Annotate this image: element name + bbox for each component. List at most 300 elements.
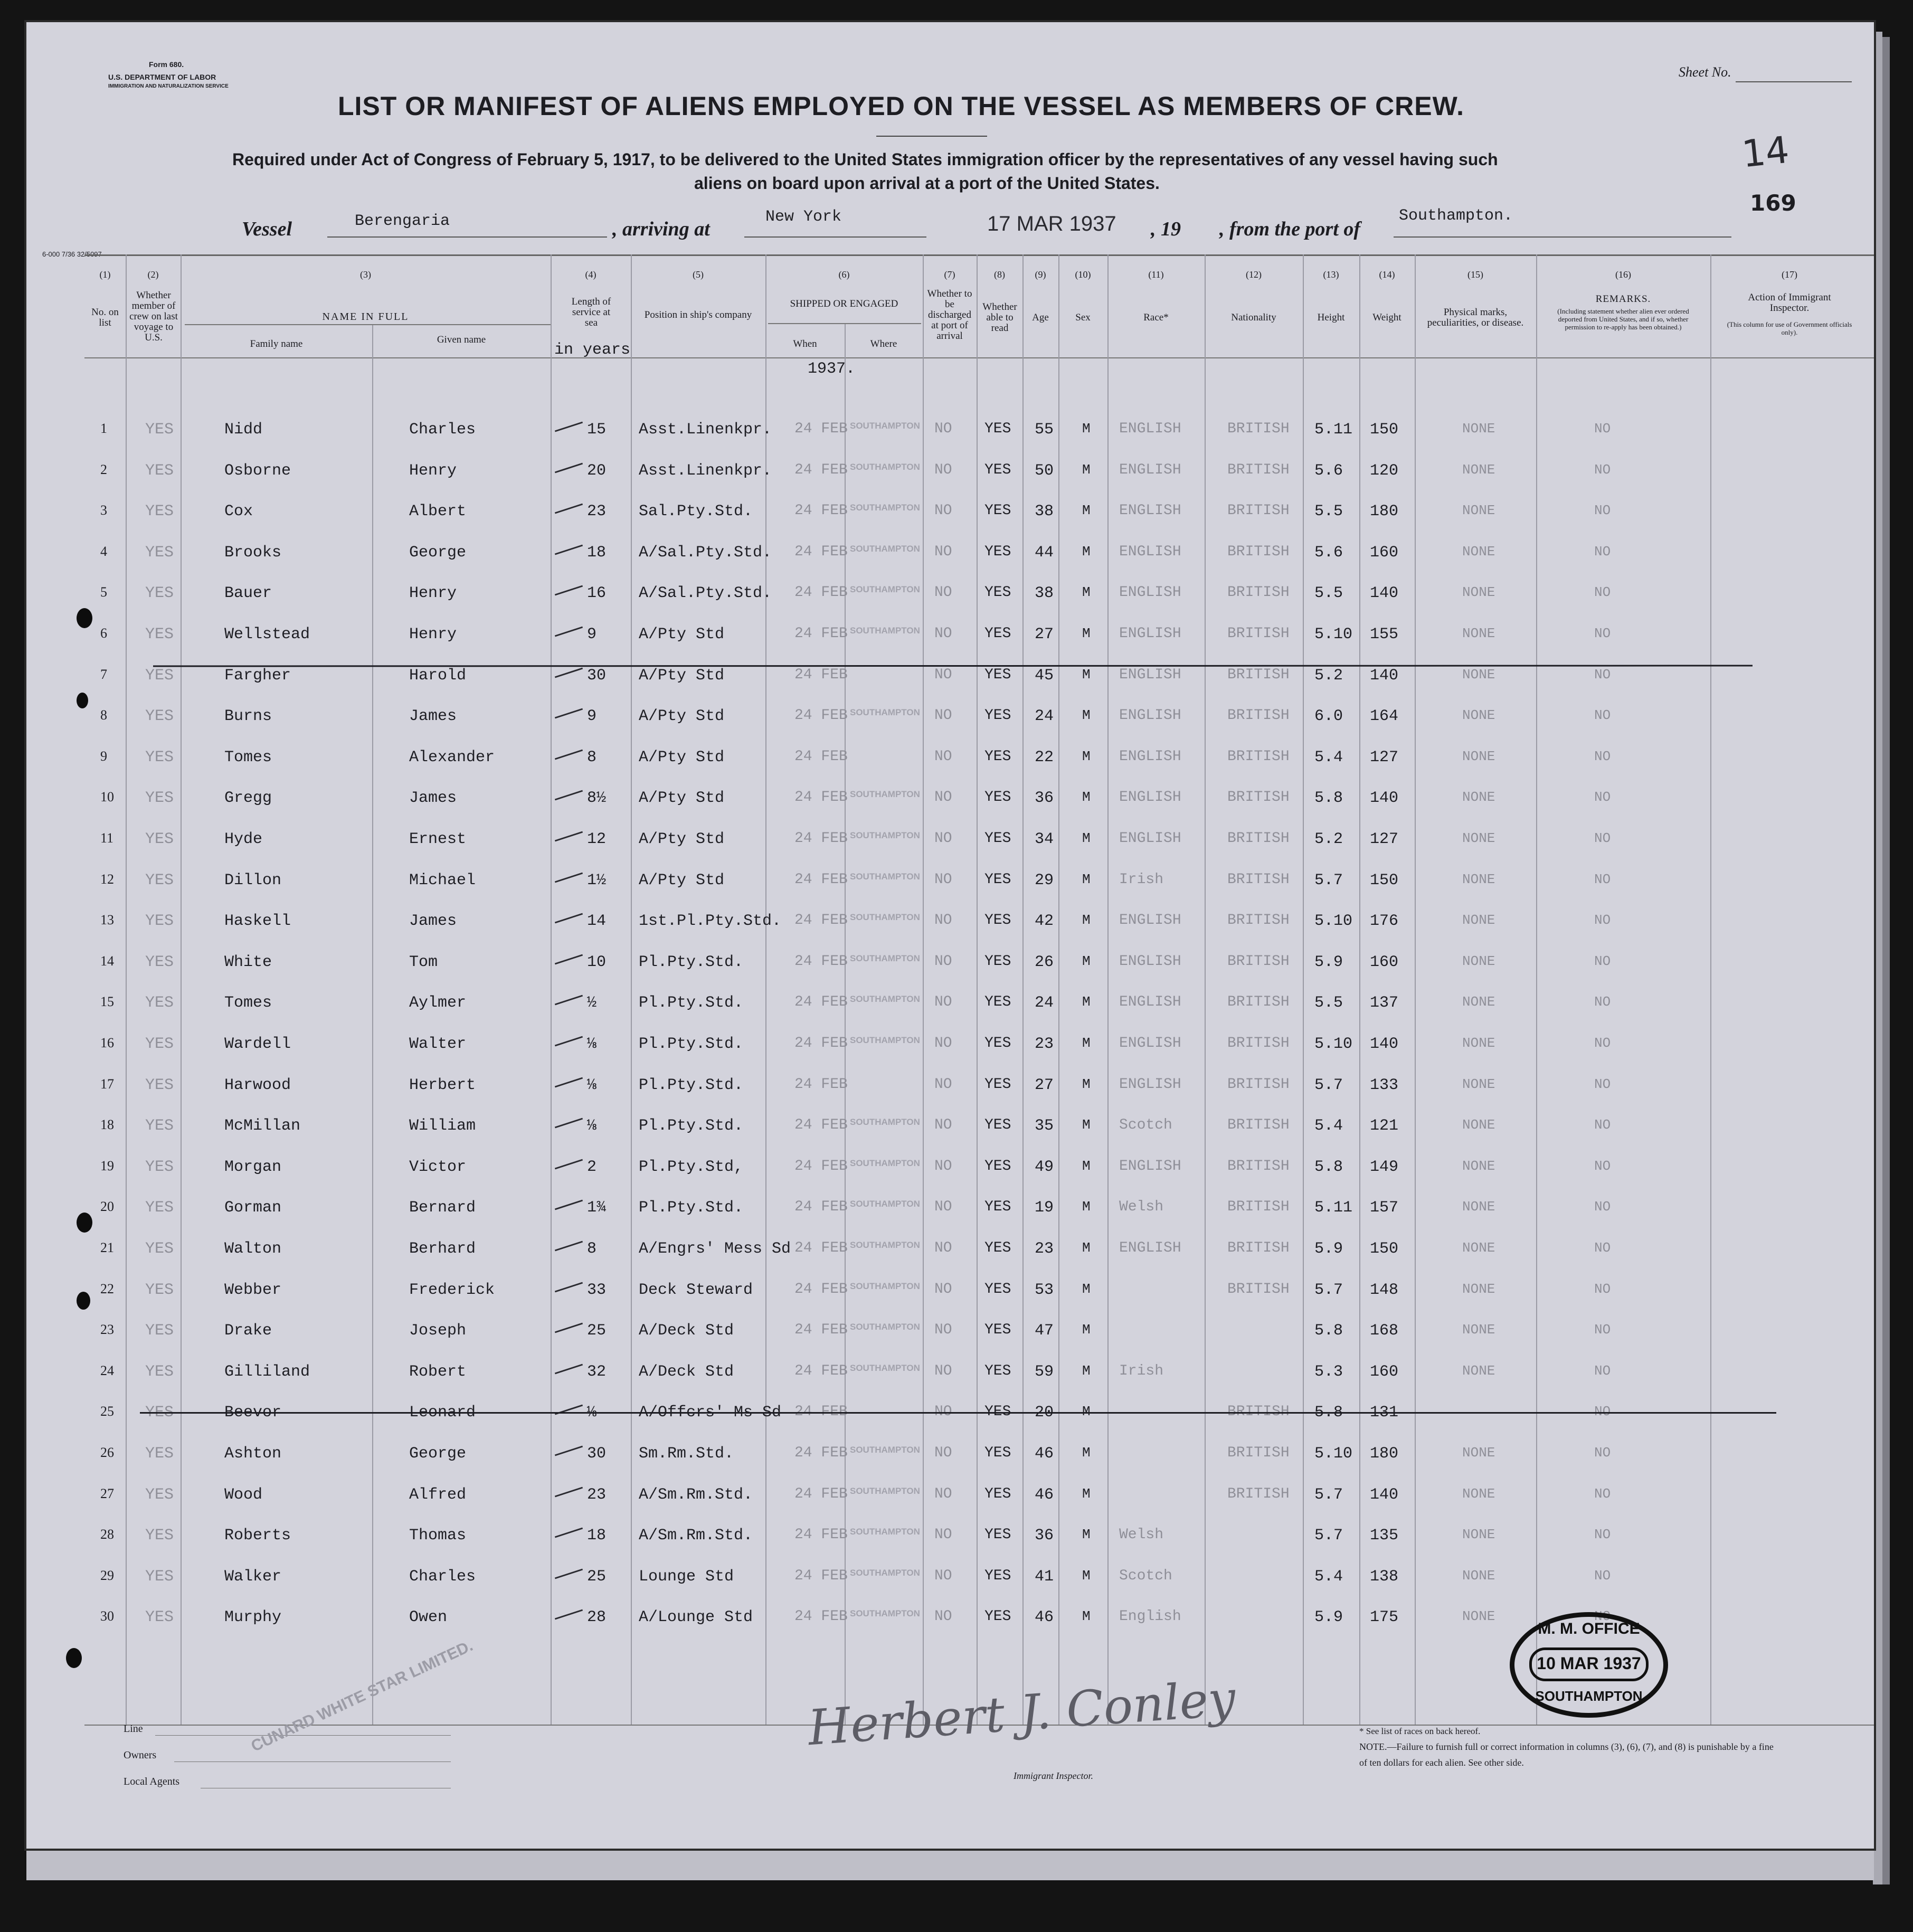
office-stamp [1510, 1612, 1668, 1718]
cell-discharged: NO [934, 1199, 952, 1216]
cell-service: 25 [587, 1322, 607, 1340]
cell-read: YES [984, 626, 1011, 642]
cell-family: McMillan [224, 1117, 301, 1135]
col-1-label: No. on list [91, 307, 119, 328]
cell-no: 1 [100, 421, 107, 436]
cell-weight: 140 [1370, 666, 1399, 685]
cell-family: Tomes [224, 994, 272, 1012]
table-row [26, 907, 1874, 948]
check-mark [555, 1568, 583, 1579]
cell-nationality: BRITISH [1227, 1199, 1290, 1216]
office-stamp-bottom: SOUTHAMPTON [1535, 1688, 1643, 1704]
cell-service: 8 [587, 748, 597, 766]
cell-no: 5 [100, 584, 107, 600]
cell-prior: YES [145, 1158, 174, 1176]
cell-discharged: NO [934, 543, 952, 560]
cell-prior: YES [145, 1485, 174, 1504]
cell-remarks: NO [1594, 871, 1611, 887]
cell-discharged: NO [934, 584, 952, 601]
cell-prior: YES [145, 1035, 174, 1053]
cell-when: 24 FEB [794, 543, 848, 560]
cell-position: Pl.Pty.Std. [639, 994, 744, 1012]
cell-height: 5.9 [1314, 1608, 1343, 1627]
cell-remarks: NO [1594, 421, 1611, 437]
cell-position: Pl.Pty.Std. [639, 1199, 744, 1217]
cell-race: ENGLISH [1119, 584, 1181, 601]
cell-age: 34 [1035, 830, 1054, 848]
cell-height: 5.5 [1314, 584, 1343, 603]
cell-marks: NONE [1462, 1608, 1495, 1625]
cell-family: Fargher [224, 666, 291, 685]
cell-read: YES [984, 1404, 1011, 1420]
punch-hole [77, 1213, 92, 1233]
cell-marks: NONE [1462, 953, 1495, 969]
check-mark [555, 667, 583, 678]
cell-age: 27 [1035, 626, 1054, 643]
office-stamp-date: 10 MAR 1937 [1537, 1654, 1641, 1673]
col-11-label: Race* [1143, 312, 1169, 323]
cell-age: 22 [1035, 748, 1054, 766]
cell-discharged: NO [934, 1362, 952, 1379]
cell-marks: NONE [1462, 1158, 1495, 1174]
cell-no: 3 [100, 503, 107, 518]
cell-remarks: NO [1594, 1199, 1611, 1215]
check-mark [555, 1200, 583, 1210]
cell-service: 23 [587, 1485, 607, 1504]
owners-underline [174, 1761, 451, 1762]
table-row [26, 1153, 1874, 1194]
cell-sex: M [1082, 1445, 1091, 1461]
cell-read: YES [984, 1076, 1011, 1093]
cell-discharged: NO [934, 1485, 952, 1502]
cell-age: 50 [1035, 461, 1054, 480]
cell-age: 53 [1035, 1281, 1054, 1299]
cell-no: 30 [100, 1608, 114, 1624]
cell-marks: NONE [1462, 1281, 1495, 1297]
cell-marks: NONE [1462, 1076, 1495, 1092]
cell-read: YES [984, 789, 1011, 806]
cell-height: 5.5 [1314, 503, 1343, 521]
cell-when: 24 FEB [794, 626, 848, 642]
cell-marks: NONE [1462, 1322, 1495, 1338]
cell-sex: M [1082, 1322, 1091, 1338]
cell-height: 5.6 [1314, 461, 1343, 480]
cell-family: Bauer [224, 584, 272, 603]
table-row [26, 1112, 1874, 1152]
table-row [26, 1439, 1874, 1480]
shipped-year: 1937. [808, 360, 856, 378]
col-9-num: (9) [1035, 269, 1046, 280]
cell-weight: 155 [1370, 626, 1399, 643]
cell-discharged: NO [934, 1240, 952, 1256]
cell-where: SOUTHAMPTON [850, 1485, 920, 1496]
cell-where: SOUTHAMPTON [850, 1608, 920, 1619]
vessel-name: Berengaria [355, 212, 450, 230]
cell-nationality: BRITISH [1227, 626, 1290, 642]
when-header: When [793, 338, 817, 349]
col-3-label: NAME IN FULL [322, 311, 409, 323]
cell-prior: YES [145, 748, 174, 766]
cell-remarks: NO [1594, 912, 1611, 929]
cell-weight: 138 [1370, 1567, 1399, 1586]
cell-marks: NONE [1462, 503, 1495, 519]
cell-given: Albert [409, 503, 467, 521]
cell-age: 59 [1035, 1362, 1054, 1381]
cell-race: ENGLISH [1119, 461, 1181, 478]
cell-where: SOUTHAMPTON [850, 421, 920, 431]
cell-position: A/Offcrs' Ms Sd [639, 1404, 782, 1422]
cell-weight: 160 [1370, 953, 1399, 971]
cell-given: Charles [409, 421, 476, 439]
cell-height: 5.10 [1314, 626, 1353, 643]
table-row [26, 784, 1874, 825]
cell-discharged: NO [934, 1158, 952, 1175]
check-mark [555, 1077, 583, 1087]
cell-remarks: NO [1594, 1240, 1611, 1256]
col-15-num: (15) [1467, 269, 1483, 280]
cell-sex: M [1082, 1240, 1091, 1256]
cell-sex: M [1082, 1035, 1091, 1051]
cell-race: English [1119, 1608, 1181, 1625]
cell-where: SOUTHAMPTON [850, 543, 920, 554]
cell-family: Webber [224, 1281, 282, 1299]
cell-marks: NONE [1462, 584, 1495, 601]
cell-position: A/Sm.Rm.Std. [639, 1527, 753, 1545]
cell-race: ENGLISH [1119, 953, 1181, 970]
cell-given: Harold [409, 666, 467, 685]
cell-given: Leonard [409, 1404, 476, 1422]
cell-weight: 133 [1370, 1076, 1399, 1094]
cell-prior: YES [145, 543, 174, 562]
cell-marks: NONE [1462, 666, 1495, 683]
shipped-subheader-rule [768, 323, 921, 324]
cell-remarks: NO [1594, 1527, 1611, 1543]
cell-weight: 150 [1370, 1240, 1399, 1258]
cell-race: ENGLISH [1119, 1076, 1181, 1093]
cell-remarks: NO [1594, 543, 1611, 560]
arriving-port: New York [765, 208, 842, 226]
cell-family: Gregg [224, 789, 272, 808]
cell-discharged: NO [934, 912, 952, 929]
cell-prior: YES [145, 912, 174, 931]
cell-position: Pl.Pty.Std. [639, 953, 744, 971]
cell-discharged: NO [934, 626, 952, 642]
cell-sex: M [1082, 1404, 1091, 1420]
cell-height: 5.6 [1314, 543, 1343, 562]
service: IMMIGRATION AND NATURALIZATION SERVICE [108, 83, 229, 89]
cell-height: 5.10 [1314, 1035, 1353, 1053]
cell-prior: YES [145, 789, 174, 808]
cell-read: YES [984, 1362, 1011, 1379]
cell-sex: M [1082, 1362, 1091, 1379]
cell-read: YES [984, 1608, 1011, 1625]
cell-prior: YES [145, 994, 174, 1012]
cell-marks: NONE [1462, 1199, 1495, 1215]
table-row [26, 1562, 1874, 1603]
cell-when: 24 FEB [794, 421, 848, 437]
cell-when: 24 FEB [794, 584, 848, 601]
cell-no: 12 [100, 871, 114, 887]
cell-no: 26 [100, 1445, 114, 1460]
cell-prior: YES [145, 1322, 174, 1340]
table-row [26, 1317, 1874, 1357]
cell-age: 36 [1035, 1527, 1054, 1545]
cell-when: 24 FEB [794, 1035, 848, 1052]
cell-age: 26 [1035, 953, 1054, 971]
cell-marks: NONE [1462, 421, 1495, 437]
from-port-label: , from the port of [1219, 218, 1361, 240]
fine-note: NOTE.—Failure to furnish full or correct information in columns (3), (6), (7), and (8) is punishable by a fine of ten dollars for each alien. See other side. [1359, 1741, 1774, 1768]
cell-prior: YES [145, 503, 174, 521]
check-mark [555, 1282, 583, 1292]
cell-sex: M [1082, 584, 1091, 601]
cell-when: 24 FEB [794, 871, 848, 888]
cell-position: A/Pty Std [639, 871, 725, 889]
cell-when: 24 FEB [794, 1608, 848, 1625]
cell-prior: YES [145, 1240, 174, 1258]
cell-remarks: NO [1594, 1567, 1611, 1584]
cell-race: ENGLISH [1119, 994, 1181, 1011]
cell-marks: NONE [1462, 1527, 1495, 1543]
cell-height: 5.11 [1314, 1199, 1353, 1217]
cell-family: Beevor [224, 1404, 282, 1422]
cell-family: Murphy [224, 1608, 282, 1627]
cell-service: ⅛ [587, 1404, 597, 1422]
cell-where: SOUTHAMPTON [850, 912, 920, 923]
cell-height: 5.7 [1314, 1076, 1343, 1094]
cell-no: 28 [100, 1527, 114, 1542]
cell-marks: NONE [1462, 543, 1495, 560]
cell-race: Scotch [1119, 1117, 1172, 1134]
cell-height: 5.7 [1314, 1281, 1343, 1299]
table-row [26, 497, 1874, 538]
cell-read: YES [984, 1240, 1011, 1256]
in-years-header: in years [554, 341, 631, 359]
cell-given: Aylmer [409, 994, 467, 1012]
cell-no: 9 [100, 748, 107, 764]
cell-sex: M [1082, 666, 1091, 683]
cell-marks: NONE [1462, 1117, 1495, 1133]
cell-height: 5.10 [1314, 912, 1353, 931]
check-mark [555, 544, 583, 555]
table-header-border [84, 357, 1874, 358]
cell-no: 19 [100, 1158, 114, 1173]
cell-position: A/Deck Std [639, 1362, 734, 1381]
vessel-label: Vessel [242, 218, 292, 240]
cell-marks: NONE [1462, 830, 1495, 846]
cell-no: 6 [100, 626, 107, 641]
cell-service: ½ [587, 994, 597, 1012]
cell-read: YES [984, 871, 1011, 888]
cell-nationality: BRITISH [1227, 1404, 1290, 1420]
cell-age: 19 [1035, 1199, 1054, 1217]
cell-discharged: NO [934, 871, 952, 888]
cell-given: Victor [409, 1158, 467, 1176]
cell-prior: YES [145, 1527, 174, 1545]
check-mark [555, 913, 583, 924]
cell-when: 24 FEB [794, 748, 848, 765]
check-mark [555, 627, 583, 637]
cell-age: 55 [1035, 421, 1054, 439]
cell-discharged: NO [934, 1527, 952, 1543]
cell-marks: NONE [1462, 748, 1495, 764]
owners-label: Owners [124, 1749, 157, 1761]
from-port: Southampton. [1399, 207, 1513, 225]
cell-when: 24 FEB [794, 1076, 848, 1093]
cell-nationality: BRITISH [1227, 1445, 1290, 1461]
cell-prior: YES [145, 1567, 174, 1586]
cell-where: SOUTHAMPTON [850, 1199, 920, 1209]
cell-nationality: BRITISH [1227, 461, 1290, 478]
cell-height: 5.3 [1314, 1362, 1343, 1381]
cell-position: A/Sm.Rm.Std. [639, 1485, 753, 1504]
cell-read: YES [984, 1445, 1011, 1461]
cell-given: Alexander [409, 748, 495, 766]
cell-prior: YES [145, 1281, 174, 1299]
punch-hole [66, 1648, 82, 1668]
cell-race: ENGLISH [1119, 789, 1181, 806]
cell-given: James [409, 912, 457, 931]
cell-discharged: NO [934, 707, 952, 724]
cell-age: 46 [1035, 1485, 1054, 1504]
cell-family: Haskell [224, 912, 291, 931]
cell-remarks: NO [1594, 1035, 1611, 1051]
cell-position: Pl.Pty.Std. [639, 1117, 744, 1135]
punch-hole [77, 608, 92, 628]
cell-position: A/Sal.Pty.Std. [639, 543, 772, 562]
cell-position: A/Pty Std [639, 666, 725, 685]
cell-read: YES [984, 1117, 1011, 1134]
cell-height: 5.4 [1314, 1567, 1343, 1586]
cell-discharged: NO [934, 953, 952, 970]
cell-height: 5.2 [1314, 830, 1343, 848]
col-4-num: (4) [585, 269, 596, 280]
cell-family: White [224, 953, 272, 971]
col-6-num: (6) [838, 269, 850, 280]
cell-service: ⅛ [587, 1117, 597, 1135]
cell-remarks: NO [1594, 1158, 1611, 1174]
cell-nationality: BRITISH [1227, 994, 1290, 1011]
cell-sex: M [1082, 912, 1091, 929]
cell-no: 13 [100, 912, 114, 928]
cell-remarks: NO [1594, 666, 1611, 683]
cell-given: George [409, 543, 467, 562]
cell-prior: YES [145, 1404, 174, 1422]
cell-sex: M [1082, 626, 1091, 641]
cell-where: SOUTHAMPTON [850, 1035, 920, 1045]
cell-sex: M [1082, 871, 1091, 887]
cell-service: 32 [587, 1362, 607, 1381]
cell-position: Lounge Std [639, 1567, 734, 1586]
cell-age: 20 [1035, 1404, 1054, 1422]
cell-marks: NONE [1462, 1485, 1495, 1502]
cell-sex: M [1082, 707, 1091, 724]
cell-where: SOUTHAMPTON [850, 1527, 920, 1537]
cell-prior: YES [145, 1199, 174, 1217]
cell-remarks: NO [1594, 1322, 1611, 1338]
cell-remarks: NO [1594, 830, 1611, 846]
cell-given: Henry [409, 584, 457, 603]
cell-marks: NONE [1462, 912, 1495, 929]
cell-position: A/Pty Std [639, 789, 725, 808]
cell-nationality: BRITISH [1227, 1117, 1290, 1134]
cell-race: ENGLISH [1119, 421, 1181, 437]
arrival-date-stamp: 17 MAR 1937 [987, 212, 1116, 235]
cell-given: Herbert [409, 1076, 476, 1094]
cell-given: Walter [409, 1035, 467, 1053]
cell-family: Gorman [224, 1199, 282, 1217]
cell-discharged: NO [934, 1322, 952, 1339]
cell-nationality: BRITISH [1227, 1076, 1290, 1093]
cell-read: YES [984, 953, 1011, 970]
cell-weight: 175 [1370, 1608, 1399, 1627]
cell-when: 24 FEB [794, 1445, 848, 1461]
cell-no: 8 [100, 707, 107, 723]
cell-height: 5.4 [1314, 1117, 1343, 1135]
cell-prior: YES [145, 1076, 174, 1094]
cell-discharged: NO [934, 830, 952, 847]
cell-when: 24 FEB [794, 1404, 848, 1420]
cell-position: A/Pty Std [639, 830, 725, 848]
family-name-header: Family name [250, 338, 303, 349]
col-15-label: Physical marks, peculiarities, or disease. [1427, 307, 1524, 328]
cell-weight: 149 [1370, 1158, 1399, 1176]
cell-read: YES [984, 748, 1011, 765]
check-mark [555, 954, 583, 964]
cell-weight: 157 [1370, 1199, 1399, 1217]
cell-race: Welsh [1119, 1527, 1164, 1543]
cell-no: 20 [100, 1199, 114, 1215]
table-row [26, 1398, 1874, 1439]
page-bottom-edge [26, 1849, 1874, 1880]
check-mark [555, 1446, 583, 1456]
cell-prior: YES [145, 707, 174, 726]
cell-race: Irish [1119, 871, 1164, 888]
cell-height: 5.7 [1314, 1485, 1343, 1504]
cell-no: 23 [100, 1322, 114, 1338]
check-mark [555, 1486, 583, 1497]
cell-sex: M [1082, 1567, 1091, 1584]
cell-family: Gilliland [224, 1362, 310, 1381]
cell-remarks: NO [1594, 789, 1611, 806]
col-2-label: Whether member of crew on last voyage to U.S. [129, 290, 178, 343]
check-mark [555, 1609, 583, 1620]
cell-read: YES [984, 584, 1011, 601]
cell-nationality: BRITISH [1227, 789, 1290, 806]
cell-nationality: BRITISH [1227, 912, 1290, 929]
cell-age: 24 [1035, 707, 1054, 726]
cell-read: YES [984, 1567, 1011, 1584]
cell-family: Harwood [224, 1076, 291, 1094]
cell-sex: M [1082, 421, 1091, 437]
check-mark [555, 995, 583, 1006]
cell-weight: 148 [1370, 1281, 1399, 1299]
cell-no: 17 [100, 1076, 114, 1092]
cell-when: 24 FEB [794, 1240, 848, 1256]
cell-family: Wellstead [224, 626, 310, 643]
col-5-label: Position in ship's company [644, 309, 752, 320]
cell-where: SOUTHAMPTON [850, 1362, 920, 1373]
cell-no: 21 [100, 1240, 114, 1255]
cell-given: William [409, 1117, 476, 1135]
col-7-label: Whether to be discharged at port of arrival [927, 288, 972, 342]
inspector-label: Immigrant Inspector. [1014, 1770, 1093, 1781]
col-2-num: (2) [147, 269, 159, 280]
cell-age: 38 [1035, 503, 1054, 521]
cell-height: 5.7 [1314, 871, 1343, 889]
cell-weight: 127 [1370, 748, 1399, 766]
cell-race: ENGLISH [1119, 1240, 1181, 1256]
